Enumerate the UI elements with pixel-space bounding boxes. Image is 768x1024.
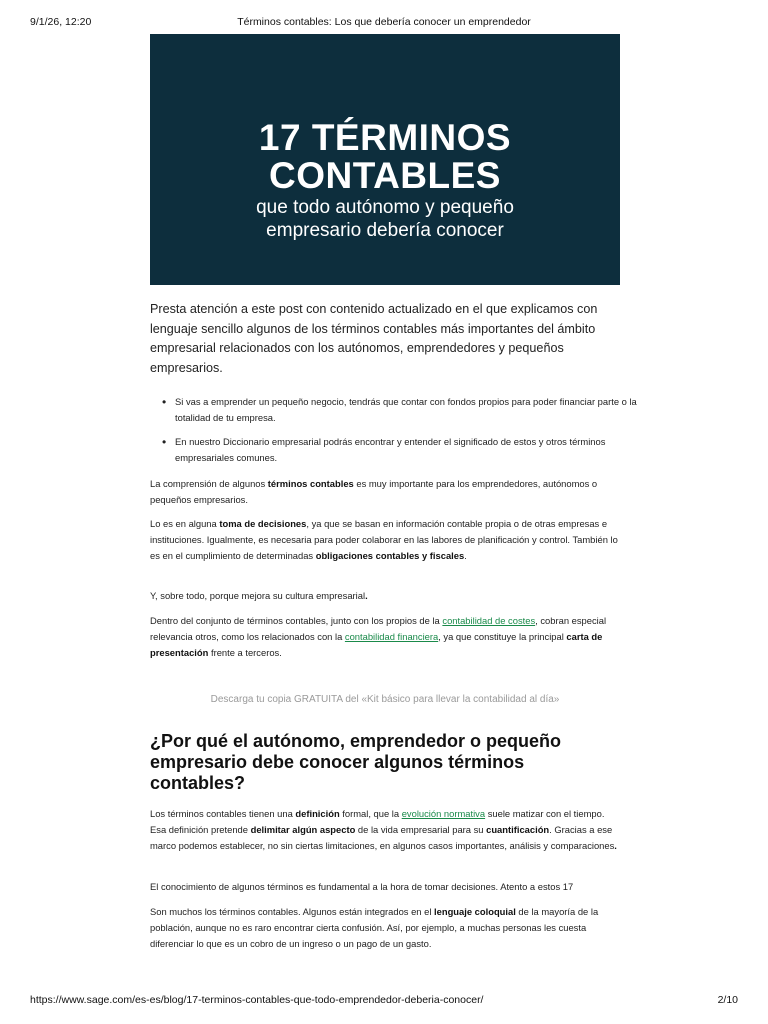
paragraph-terminos: La comprensión de algunos términos contables es muy importante para los emprendedores, autónomos o pequeños empresarios. bbox=[150, 478, 598, 505]
intro-paragraph: Presta atención a este post con contenido actualizado en el que explicamos con lenguaje sencillo algunos de los términos contables más importantes del ámbito empresarial relacionados con los autónomos, emprendedores y pequeños empresarios. bbox=[150, 302, 598, 375]
paragraph-contabilidad: Dentro del conjunto de términos contables, junto con los propios de la contabilidad de costes, cobran especial relevancia otros, como los relacionados con la contabilidad financiera, ya que constituye la principal carta de presentación frente a terceros. bbox=[150, 615, 607, 658]
print-date: 9/1/26, 12:20 bbox=[30, 16, 92, 28]
hero-line-1: 17 TÉRMINOS bbox=[258, 117, 512, 158]
emphasis: cuantificación bbox=[486, 824, 550, 835]
emphasis: obligaciones contables y fiscales bbox=[315, 550, 465, 561]
print-footer bbox=[30, 994, 738, 1008]
print-title: Términos contables: Los que debería conocer un emprendedor bbox=[237, 16, 531, 28]
section-heading: ¿Por qué el autónomo, emprendedor o pequeño empresario debe conocer algunos términos contables? bbox=[150, 731, 562, 793]
print-url: https://www.sage.com/es-es/blog/17-terminos-contables-que-todo-emprendedor-deberia-conocer/ bbox=[30, 994, 484, 1006]
list-item: • En nuestro Diccionario empresarial podrás encontrar y entender el significado de estos y otros términos empresariales comunes. bbox=[175, 434, 645, 466]
link-evolucion-normativa[interactable]: evolución normativa bbox=[401, 808, 486, 819]
hero-line-4: empresario debería conocer bbox=[266, 220, 504, 241]
paragraph-coloquial: Son muchos los términos contables. Algunos están integrados en el lenguaje coloquial de la mayoría de la población, aunque no es raro encontrar cierta confusión. Así, por ejemplo, a muchas personas les cuesta diferenciar lo que es un cobro de un ingreso o un pago de un gasto. bbox=[150, 906, 599, 949]
page-number: 2/10 bbox=[717, 994, 738, 1006]
link-contabilidad-financiera[interactable]: contabilidad financiera bbox=[344, 631, 439, 642]
emphasis: toma de decisiones bbox=[219, 518, 307, 529]
link-contabilidad-costes[interactable]: contabilidad de costes bbox=[442, 615, 536, 626]
emphasis: carta de presentación bbox=[150, 631, 603, 658]
paragraph-conocimiento: El conocimiento de algunos términos es fundamental a la hora de tomar decisiones. Atento a estos 17 bbox=[150, 881, 574, 892]
paragraph-definicion: Los términos contables tienen una definición formal, que la evolución normativa suele matizar con el tiempo. Esa definición pretende delimitar algún aspecto de la vida empresarial para su cuantificación. Gracias a ese marco podemos establecer, no sin ciertas limitaciones, en algunos casos importantes, análisis y comparaciones. bbox=[150, 808, 617, 851]
emphasis: definición bbox=[295, 808, 340, 819]
hero-banner bbox=[150, 34, 620, 285]
download-cta-link[interactable]: Descarga tu copia GRATUITA del «Kit básico para llevar la contabilidad al día» bbox=[210, 694, 560, 705]
list-item: • Si vas a emprender un pequeño negocio, tendrás que contar con fondos propios para poder financiar parte o la totalidad de tu empresa. bbox=[175, 394, 645, 426]
emphasis: términos contables bbox=[267, 478, 354, 489]
paragraph-decisiones: Lo es en alguna toma de decisiones, ya que se basan en información contable propia o de otras empresas e instituciones. Igualmente, es necesaria para poder colaborar en las labores de planificación y control. También lo es en el cumplimiento de determinadas obligaciones contables y fiscales. bbox=[150, 518, 618, 561]
hero-line-2: CONTABLES bbox=[269, 155, 501, 196]
bullet-list bbox=[150, 394, 645, 474]
print-header bbox=[30, 16, 738, 30]
emphasis: delimitar algún aspecto bbox=[250, 824, 356, 835]
cultura-text: cultura empresarial bbox=[285, 590, 366, 601]
hero-line-3: que todo autónomo y pequeño bbox=[256, 197, 514, 218]
emphasis: lenguaje coloquial bbox=[434, 906, 516, 917]
paragraph-cultura: Y, sobre todo, porque mejora su cultura empresarial. bbox=[150, 590, 368, 601]
